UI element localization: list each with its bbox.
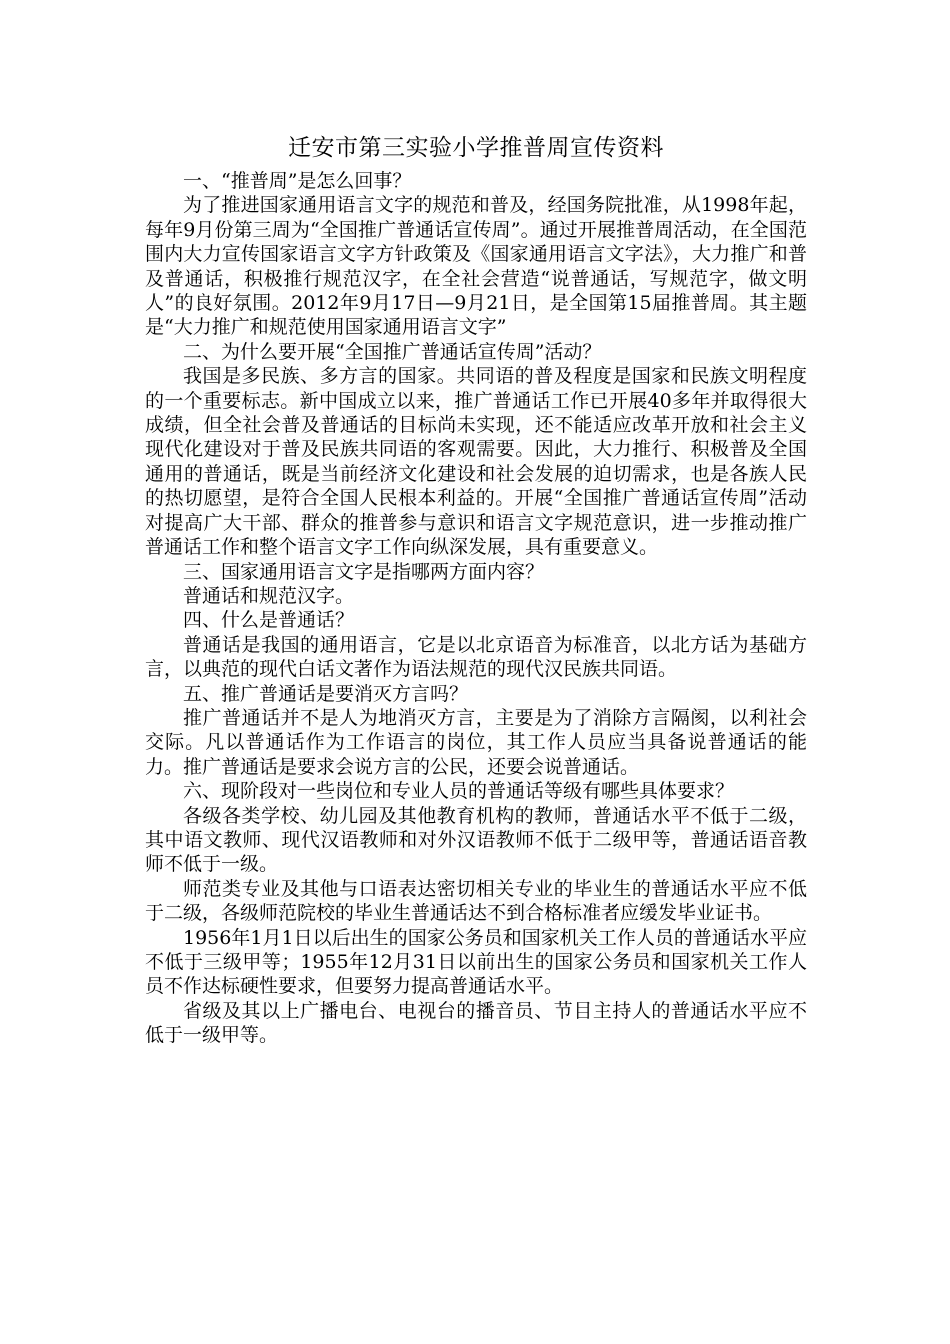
paragraph-2: 我国是多民族、多方言的国家。共同语的普及程度是国家和民族文明程度的一个重要标志。新中国成立以来，推广普通话工作已开展40多年并取得很大成绩，但全社会普及普通话的目标尚未实现，还不能适应改革开放和社会主义现代化建设对于普及民族共同语的客观需要。因此，大力推行、积极普及全国通用的普通话，既是当前经济文化建设和社会发展的迫切需求，也是各族人民的热切愿望，是符合全国人民根本利益的。开展“全国推广普通话宣传周”活动对提高广大干部、群众的推普参与意识和语言文字规范意识，进一步推动推广普通话工作和整个语言文字工作向纵深发展，具有重要意义。 xyxy=(145,365,807,559)
paragraph-5: 推广普通话并不是人为地消灭方言，主要是为了消除方言隔阂，以利社会交际。凡以普通话作为工作语言的岗位，其工作人员应当具备说普通话的能力。推广普通话是要求会说方言的公民，还要会说普通话。 xyxy=(145,706,807,778)
paragraph-4: 普通话是我国的通用语言，它是以北京语音为标准音，以北方话为基础方言，以典范的现代白话文著作为语法规范的现代汉民族共同语。 xyxy=(145,633,807,681)
document-page xyxy=(145,133,807,1048)
heading-6: 六、现阶段对一些岗位和专业人员的普通话等级有哪些具体要求？ xyxy=(183,780,735,803)
paragraph-6-broadcasters: 省级及其以上广播电台、电视台的播音员、节目主持人的普通话水平应不低于一级甲等。 xyxy=(145,999,807,1047)
paragraph-1: 为了推进国家通用语言文字的规范和普及，经国务院批准，从1998年起，每年9月份第三周为“全国推广普通话宣传周”。通过开展推普周活动，在全国范围内大力宣传国家语言文字方针政策及《国家通用语言文字法》，大力推广和普及普通话，积极推行规范汉字，在全社会营造“说普通话，写规范字，做文明人”的良好氛围。2012年9月17日—9月21日，是全国第15届推普周。其主题是“大力推广和规范使用国家通用语言文字” xyxy=(145,194,807,339)
paragraph-6-teachers: 各级各类学校、幼儿园及其他教育机构的教师，普通话水平不低于二级，其中语文教师、现代汉语教师和对外汉语教师不低于二级甲等，普通话语音教师不低于一级。 xyxy=(145,804,807,876)
heading-4: 四、什么是普通话？ xyxy=(183,609,355,632)
heading-2: 二、为什么要开展“全国推广普通话宣传周”活动？ xyxy=(183,340,602,363)
heading-3: 三、国家通用语言文字是指哪两方面内容？ xyxy=(183,560,545,583)
heading-1: 一、“推普周”是怎么回事？ xyxy=(183,170,412,192)
heading-5: 五、推广普通话是要消灭方言吗？ xyxy=(183,682,469,705)
paragraph-6-civil-servants: 1956年1月1日以后出生的国家公务员和国家机关工作人员的普通话水平应不低于三级甲等；1955年12月31日以前出生的国家公务员和国家机关工作人员不作达标硬性要求，但要努力提高普通话水平。 xyxy=(145,926,807,998)
document-title: 迁安市第三实验小学推普周宣传资料 xyxy=(288,135,664,161)
paragraph-6-graduates: 师范类专业及其他与口语表达密切相关专业的毕业生的普通话水平应不低于二级，各级师范院校的毕业生普通话达不到合格标准者应缓发毕业证书。 xyxy=(145,877,807,925)
paragraph-3: 普通话和规范汉字。 xyxy=(183,584,355,607)
